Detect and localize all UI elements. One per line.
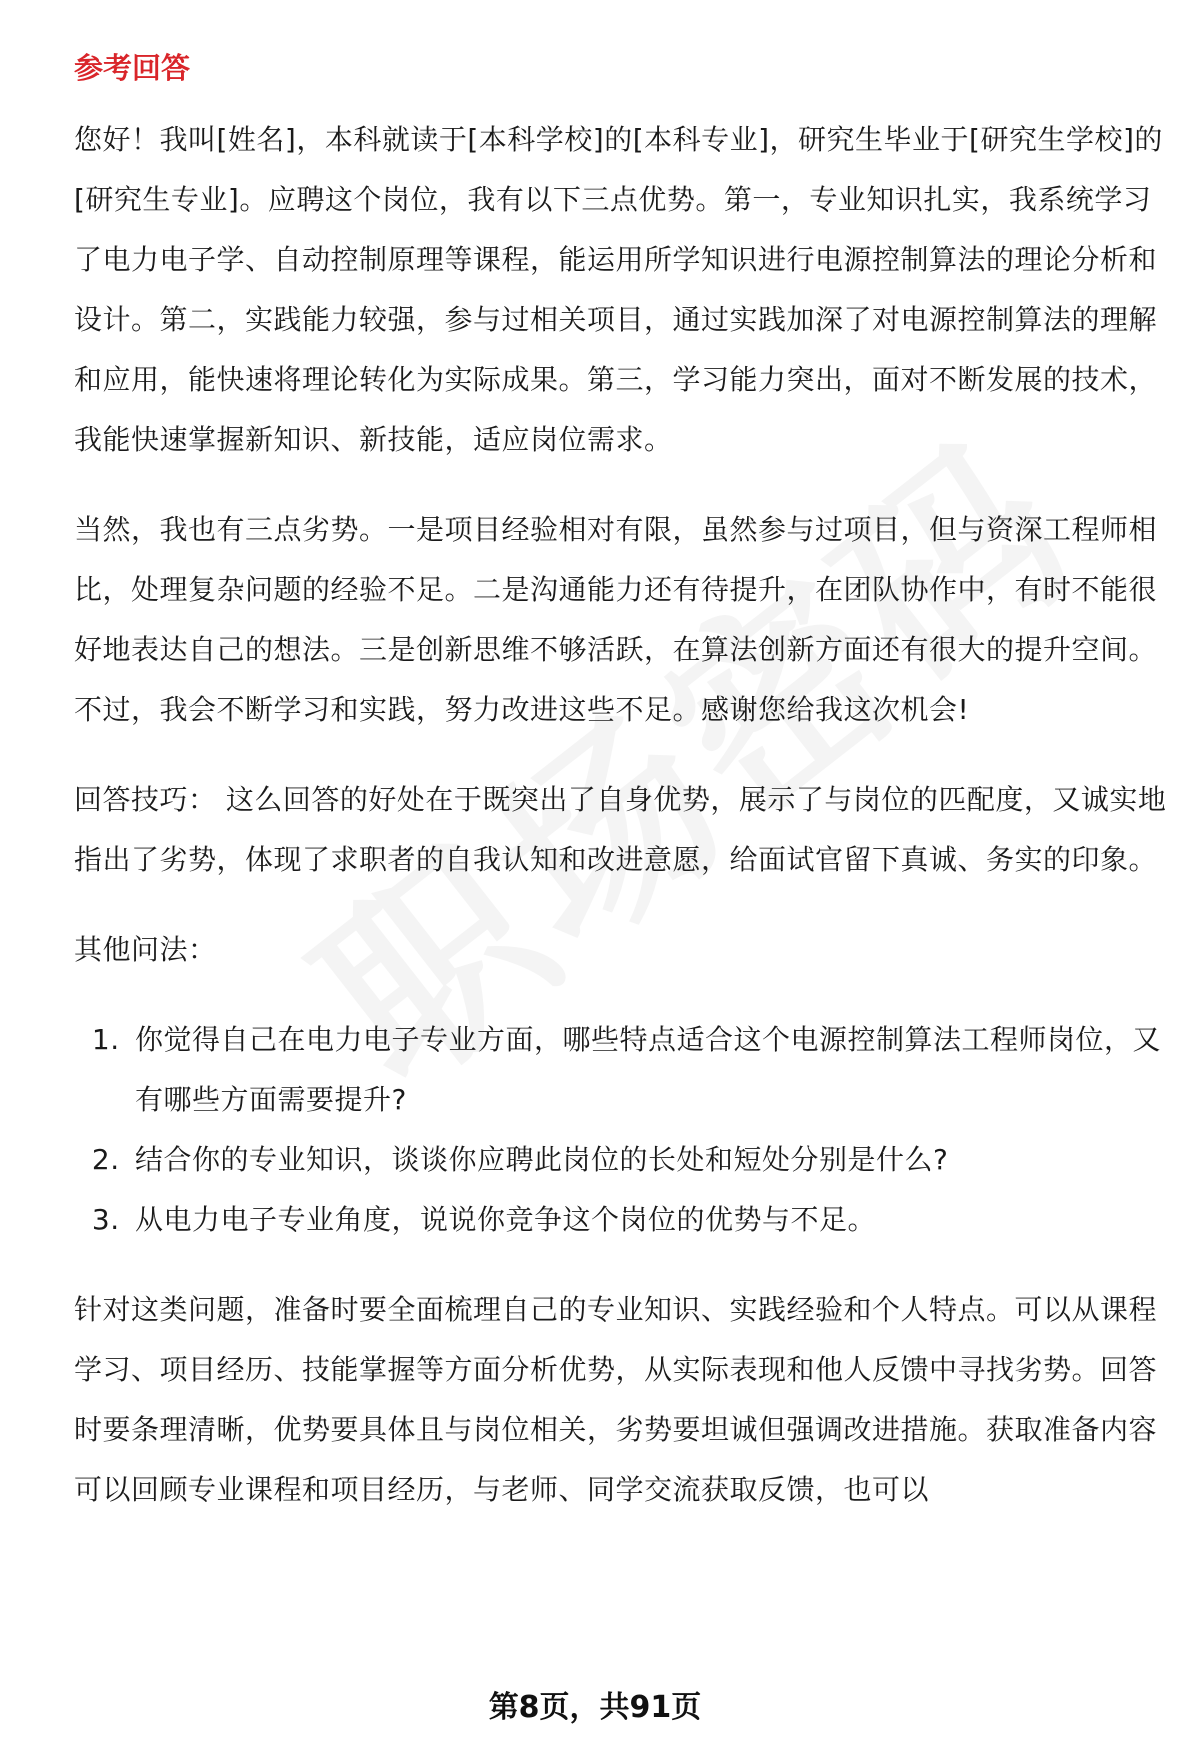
other-questions-label: 其他问法： bbox=[74, 933, 217, 966]
answer-tips-paragraph: 回答技巧： 这么回答的好处在于既突出了自身优势，展示了与岗位的匹配度，又诚实地指出了劣势，体现了求职者的自我认知和改进意愿，给面试官留下真诚、务实的印象。 bbox=[74, 783, 1167, 876]
page-content bbox=[74, 48, 1174, 1550]
preparation-paragraph: 针对这类问题，准备时要全面梳理自己的专业知识、实践经验和个人特点。可以从课程学习、项目经历、技能掌握等方面分析优势，从实际表现和他人反馈中寻找劣势。回答时要条理清晰，优势要具体且与岗位相关，劣势要坦诚但强调改进措施。获取准备内容可以回顾专业课程和项目经历，与老师、同学交流获取反馈，也可以 bbox=[74, 1293, 1158, 1506]
page-number: 第8页，共91页 bbox=[488, 1690, 702, 1725]
answer-weakness-paragraph: 当然，我也有三点劣势。一是项目经验相对有限，虽然参与过项目，但与资深工程师相比，处理复杂问题的经验不足。二是沟通能力还有待提升，在团队协作中，有时不能很好地表达自己的想法。三是创新思维不够活跃，在算法创新方面还有很大的提升空间。不过，我会不断学习和实践，努力改进这些不足。感谢您给我这次机会! bbox=[74, 513, 1158, 726]
list-item: 3. 从电力电子专业角度，说说你竞争这个岗位的优势与不足。 bbox=[129, 1190, 1174, 1250]
section-title: 参考回答 bbox=[74, 51, 191, 85]
other-questions-list bbox=[74, 1010, 1174, 1250]
list-item: 2. 结合你的专业知识，谈谈你应聘此岗位的长处和短处分别是什么? bbox=[129, 1130, 1174, 1190]
list-item: 1. 你觉得自己在电力电子专业方面，哪些特点适合这个电源控制算法工程师岗位，又有哪些方面需要提升? bbox=[129, 1010, 1174, 1130]
answer-intro-paragraph: 您好！我叫[姓名]，本科就读于[本科学校]的[本科专业]，研究生毕业于[研究生学校]的[研究生专业]。应聘这个岗位，我有以下三点优势。第一，专业知识扎实，我系统学习了电力电子学、自动控制原理等课程，能运用所学知识进行电源控制算法的理论分析和设计。第二，实践能力较强，参与过相关项目，通过实践加深了对电源控制算法的理解和应用，能快速将理论转化为实际成果。第三，学习能力突出，面对不断发展的技术，我能快速掌握新知识、新技能，适应岗位需求。 bbox=[74, 123, 1163, 456]
